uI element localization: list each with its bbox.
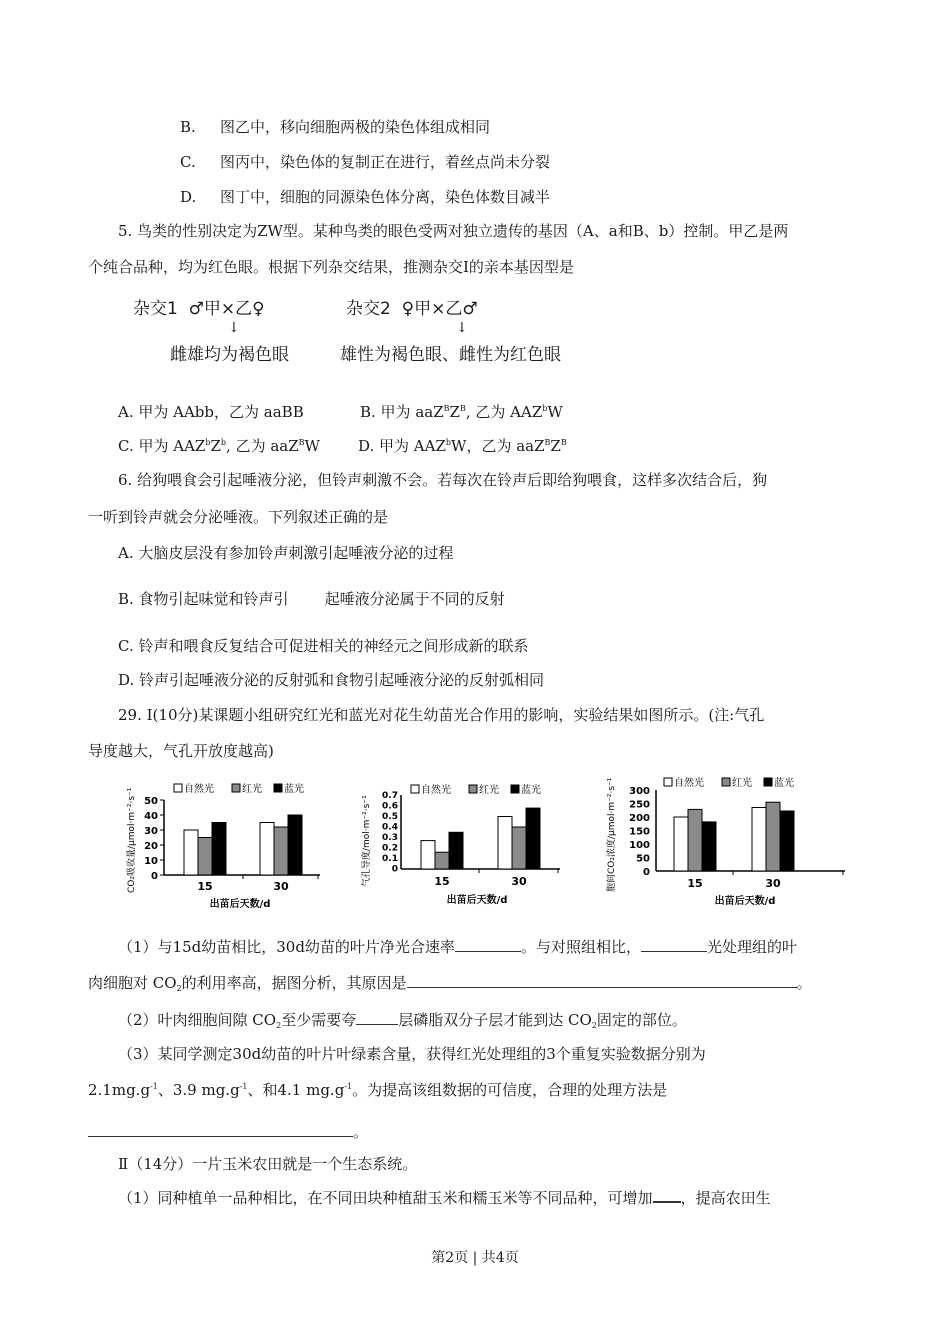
svg-text:20: 20 bbox=[144, 841, 158, 852]
svg-text:300: 300 bbox=[629, 786, 650, 797]
q29-sub2 bbox=[118, 1010, 687, 1030]
q6-option-b bbox=[118, 589, 505, 609]
genotype: W bbox=[451, 437, 467, 455]
svg-text:0: 0 bbox=[151, 871, 158, 882]
chart-co2-absorption bbox=[120, 775, 320, 915]
option-prefix: C. 甲为 bbox=[118, 437, 174, 455]
y-axis-label: CO₂吸收量/μmol·m⁻²·s⁻¹ bbox=[127, 787, 137, 893]
cross1-arrow: ↓ bbox=[228, 320, 240, 336]
q5-option-c bbox=[118, 436, 320, 456]
q4-option-d bbox=[180, 187, 550, 207]
option-letter: D. bbox=[180, 188, 197, 206]
text: 光处理组的叶 bbox=[706, 938, 797, 956]
option-text: 图丙中，染色体的复制正在进行，着丝点尚未分裂 bbox=[220, 153, 551, 171]
x-axis-label: 出苗后天数/d bbox=[209, 899, 271, 910]
option-sep: , 乙为 bbox=[465, 403, 511, 421]
text: 的利用率高，据图分析，其原因是 bbox=[181, 974, 407, 992]
svg-text:150: 150 bbox=[629, 826, 650, 838]
svg-text:自然光: 自然光 bbox=[184, 784, 214, 795]
y-axis-label: 气孔导度/mol·m⁻²·s⁻¹ bbox=[362, 795, 372, 887]
option-sep: ，乙为 bbox=[214, 403, 264, 421]
cross2-label: 杂交2 bbox=[346, 299, 391, 319]
legend bbox=[411, 783, 541, 796]
x-tick-15: 15 bbox=[434, 875, 450, 888]
bar-red-15 bbox=[688, 809, 702, 871]
svg-text:100: 100 bbox=[629, 840, 650, 851]
chart-intercellular-co2 bbox=[600, 770, 845, 910]
allele-sup: b bbox=[205, 438, 211, 447]
q4-option-c bbox=[180, 152, 550, 172]
svg-text:50: 50 bbox=[636, 853, 650, 865]
subscript: 2 bbox=[176, 984, 182, 993]
genotype: Z bbox=[449, 403, 460, 421]
genotype: AAZ bbox=[413, 437, 446, 455]
q29-sub3-line1: （3）某同学测定30d幼苗的叶片叶绿素含量，获得红光处理组的3个重复实验数据分别为 bbox=[118, 1045, 706, 1063]
page-footer: 第2页 | 共4页 bbox=[431, 1250, 519, 1266]
q6-option-a: A. 大脑皮层没有参加铃声刺激引起唾液分泌的过程 bbox=[118, 544, 454, 562]
svg-text:0: 0 bbox=[643, 867, 650, 878]
answer-blank-6[interactable] bbox=[653, 1187, 681, 1203]
svg-text:自然光: 自然光 bbox=[674, 778, 704, 789]
x-tick-15: 15 bbox=[687, 877, 703, 890]
svg-text:红光: 红光 bbox=[479, 785, 499, 796]
bar-blue-30 bbox=[288, 815, 302, 875]
part2-sub1 bbox=[118, 1187, 771, 1208]
bar-natural-30 bbox=[498, 817, 512, 870]
bar-natural-15 bbox=[674, 817, 688, 871]
q29-sub1-line1 bbox=[118, 937, 797, 957]
y-ticks bbox=[144, 796, 158, 882]
allele-sup: B bbox=[298, 438, 305, 447]
text: 肉细胞对 CO bbox=[88, 974, 177, 992]
svg-text:蓝光: 蓝光 bbox=[774, 778, 794, 789]
text: ，提高农田生 bbox=[680, 1189, 771, 1207]
q6-option-c: C. 铃声和喂食反复结合可促进相关的神经元之间形成新的联系 bbox=[118, 637, 529, 655]
bar-red-30 bbox=[274, 827, 288, 875]
x-tick-30: 30 bbox=[511, 875, 527, 888]
cross1-parents: ♂甲×乙♀ bbox=[188, 299, 265, 319]
bar-blue-15 bbox=[702, 822, 716, 871]
bar-natural-15 bbox=[421, 841, 435, 869]
genotype: W bbox=[304, 437, 320, 455]
option-prefix: D. 甲为 bbox=[358, 437, 414, 455]
svg-text:蓝光: 蓝光 bbox=[521, 785, 541, 796]
q6-stem-line2: 一听到铃声就会分泌唾液。下列叙述正确的是 bbox=[88, 508, 389, 526]
cross1-label: 杂交1 bbox=[133, 299, 178, 319]
q29-sub3-line2 bbox=[88, 1080, 667, 1100]
x-tick-30: 30 bbox=[765, 877, 781, 890]
text: 至少需要夸 bbox=[281, 1011, 357, 1029]
genotype: aaZ bbox=[516, 437, 545, 455]
legend bbox=[174, 782, 304, 795]
text: 。为提高该组数据的可信度，合理的处理方法是 bbox=[352, 1081, 668, 1099]
genotype: aaZ bbox=[270, 437, 299, 455]
text: 、和4.1 mg.g bbox=[247, 1081, 345, 1099]
text: 。 bbox=[796, 974, 812, 992]
genotype: W bbox=[547, 403, 563, 421]
allele-sup: b bbox=[445, 438, 452, 447]
svg-text:0.7: 0.7 bbox=[382, 791, 398, 801]
svg-text:0.2: 0.2 bbox=[382, 843, 398, 854]
q5-stem-line2: 个纯合品种，均为红色眼。根据下列杂交结果，推测杂交Ⅰ的亲本基因型是 bbox=[88, 258, 574, 276]
subscript: 2 bbox=[591, 1021, 597, 1030]
genotype: aaBB bbox=[263, 403, 304, 421]
option-text-part1: B. 食物引起味觉和铃声引 bbox=[118, 590, 289, 608]
svg-text:0: 0 bbox=[391, 864, 398, 875]
q29-sub3-line3 bbox=[88, 1122, 368, 1142]
svg-text:50: 50 bbox=[144, 796, 158, 807]
genotype: AAZ bbox=[173, 437, 206, 455]
answer-blank-4[interactable] bbox=[356, 1010, 398, 1025]
text: 、3.9 mg.g bbox=[157, 1081, 240, 1099]
bar-blue-30 bbox=[526, 808, 540, 869]
option-text: 图乙中，移向细胞两极的染色体组成相同 bbox=[220, 118, 491, 136]
cross2-result: 雄性为褐色眼、雌性为红色眼 bbox=[340, 345, 561, 365]
option-prefix: B. 甲为 bbox=[360, 403, 416, 421]
q5-option-b bbox=[360, 402, 563, 422]
option-prefix: A. 甲为 bbox=[118, 403, 174, 421]
genotype: Z bbox=[210, 437, 221, 455]
x-tick-30: 30 bbox=[273, 880, 289, 893]
allele-sup: B bbox=[544, 438, 551, 447]
text: 。 bbox=[353, 1123, 369, 1141]
y-ticks bbox=[382, 791, 398, 875]
allele-sup: b bbox=[220, 438, 227, 447]
superscript: -1 bbox=[239, 1082, 248, 1091]
part2-title: Ⅱ（14分）一片玉米农田就是一个生态系统。 bbox=[118, 1155, 418, 1173]
cross1-header bbox=[133, 294, 265, 319]
q6-option-d: D. 铃声引起唾液分泌的反射弧和食物引起唾液分泌的反射弧相同 bbox=[118, 671, 545, 689]
y-axis-label: 胞间CO₂浓度/μmol·m⁻²·s⁻¹ bbox=[607, 777, 617, 892]
answer-blank-2[interactable] bbox=[641, 937, 707, 952]
bar-blue-15 bbox=[449, 832, 463, 869]
bar-natural-15 bbox=[184, 830, 198, 875]
text: 固定的部位。 bbox=[596, 1011, 687, 1029]
bar-red-30 bbox=[766, 802, 780, 871]
bar-natural-30 bbox=[752, 808, 766, 872]
genotype: Z bbox=[550, 437, 561, 455]
subscript: 2 bbox=[276, 1021, 282, 1030]
svg-text:红光: 红光 bbox=[242, 784, 262, 795]
bar-red-30 bbox=[512, 827, 526, 869]
q29-stem-line2: 导度越大，气孔开放度越高) bbox=[88, 742, 274, 760]
svg-text:0.5: 0.5 bbox=[382, 812, 398, 822]
option-letter: C. bbox=[180, 153, 196, 171]
bar-blue-30 bbox=[780, 811, 794, 871]
genotype: AAZ bbox=[510, 403, 543, 421]
genotype: AAbb bbox=[173, 403, 215, 421]
x-axis-label: 出苗后天数/d bbox=[446, 895, 508, 906]
allele-sup: B bbox=[560, 438, 567, 447]
svg-text:40: 40 bbox=[144, 811, 158, 822]
option-text-part2: 起唾液分泌属于不同的反射 bbox=[324, 590, 505, 608]
option-sep: , 乙为 bbox=[226, 437, 271, 455]
text: 。与对照组相比， bbox=[520, 938, 641, 956]
q4-option-b bbox=[180, 117, 490, 137]
x-tick-15: 15 bbox=[197, 880, 213, 893]
q29-stem-line1: 29. Ⅰ(10分)某课题小组研究红光和蓝光对花生幼苗光合作用的影响，实验结果如图所示。(注:气孔 bbox=[118, 706, 765, 724]
svg-text:250: 250 bbox=[629, 799, 650, 811]
q6-stem-line1: 6. 给狗喂食会引起唾液分泌，但铃声刺激不会。若每次在铃声后即给狗喂食，这样多次结合后，狗 bbox=[118, 471, 768, 489]
allele-sup: B bbox=[443, 404, 450, 413]
option-sep: ，乙为 bbox=[466, 437, 517, 455]
option-letter: B. bbox=[180, 118, 196, 136]
svg-text:0.6: 0.6 bbox=[382, 801, 398, 812]
allele-sup: B bbox=[459, 404, 466, 413]
genotype: aaZ bbox=[415, 403, 444, 421]
text: （2）叶肉细胞间隙 CO bbox=[118, 1011, 277, 1029]
q29-sub1-line2 bbox=[88, 973, 812, 993]
text: 层磷脂双分子层才能到达 CO bbox=[398, 1011, 592, 1029]
svg-text:蓝光: 蓝光 bbox=[284, 784, 304, 795]
bar-blue-15 bbox=[212, 823, 226, 876]
text: 2.1mg.g bbox=[88, 1081, 151, 1099]
text: （1）同种植单一品种相比，在不同田块种植甜玉米和糯玉米等不同品种，可增加 bbox=[118, 1189, 653, 1207]
cross2-parents: ♀甲×乙♂ bbox=[401, 299, 478, 319]
bar-red-15 bbox=[435, 852, 449, 869]
bar-red-15 bbox=[198, 838, 212, 876]
svg-text:200: 200 bbox=[629, 813, 650, 824]
q5-stem-line1: 5. 鸟类的性别决定为ZW型。某种鸟类的眼色受两对独立遗传的基因（A、a和B、b）控制。甲乙是两 bbox=[118, 222, 789, 240]
x-axis-label: 出苗后天数/d bbox=[714, 896, 776, 907]
y-ticks bbox=[629, 786, 650, 878]
svg-text:红光: 红光 bbox=[732, 778, 752, 789]
answer-blank-3[interactable] bbox=[407, 973, 797, 988]
answer-blank-5[interactable] bbox=[88, 1122, 353, 1137]
svg-text:自然光: 自然光 bbox=[421, 785, 451, 796]
svg-text:0.1: 0.1 bbox=[382, 854, 398, 864]
allele-sup: b bbox=[542, 404, 548, 413]
cross2-header bbox=[346, 294, 478, 319]
option-text: 图丁中，细胞的同源染色体分离，染色体数目减半 bbox=[220, 188, 551, 206]
legend bbox=[664, 776, 794, 789]
cross1-result: 雌雄均为褐色眼 bbox=[170, 345, 289, 365]
svg-text:0.3: 0.3 bbox=[382, 833, 398, 843]
q5-option-d bbox=[358, 436, 567, 456]
cross2-arrow: ↓ bbox=[456, 320, 468, 336]
superscript: -1 bbox=[150, 1082, 158, 1091]
svg-text:30: 30 bbox=[144, 826, 158, 837]
svg-text:0.4: 0.4 bbox=[382, 822, 398, 833]
q5-option-a bbox=[118, 402, 304, 422]
text: （1）与15d幼苗相比，30d幼苗的叶片净光合速率 bbox=[118, 938, 455, 956]
superscript: -1 bbox=[344, 1082, 353, 1091]
svg-text:10: 10 bbox=[144, 856, 158, 867]
chart-stomatal-conductance bbox=[355, 775, 560, 915]
bar-natural-30 bbox=[260, 823, 274, 876]
answer-blank-1[interactable] bbox=[455, 937, 521, 952]
